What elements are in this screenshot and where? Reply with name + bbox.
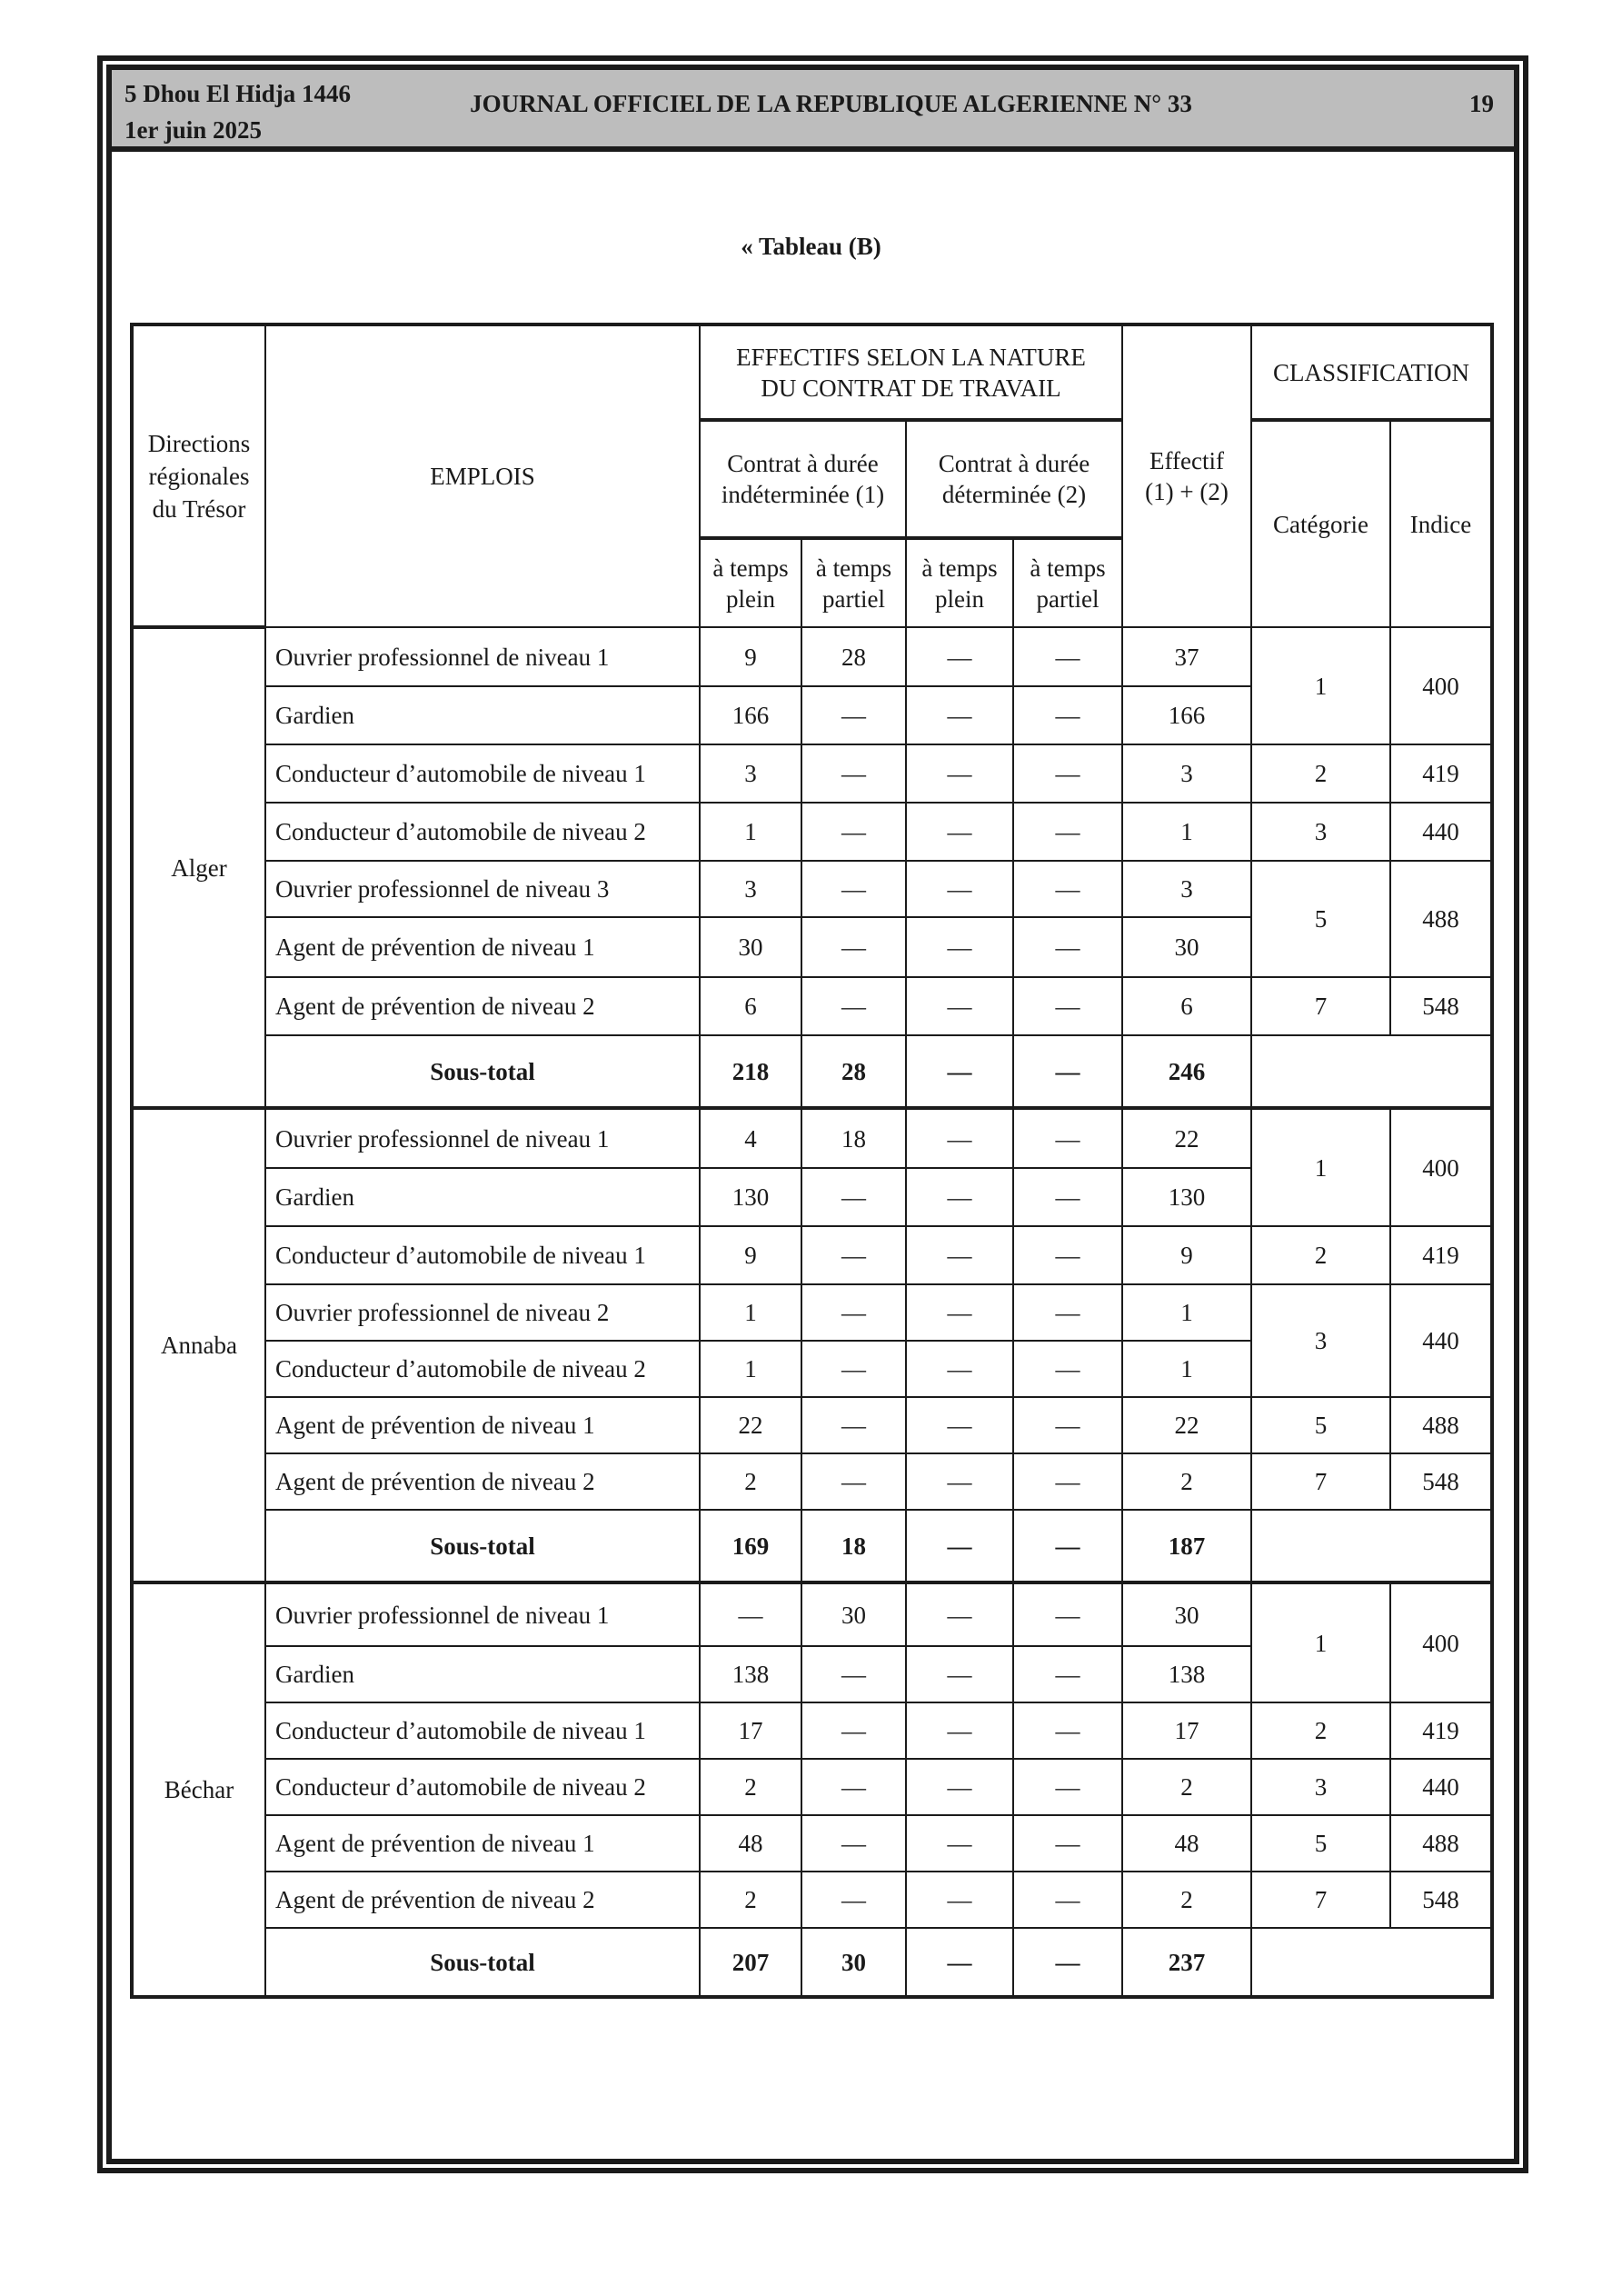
emploi: Ouvrier professionnel de niveau 3 <box>265 861 700 917</box>
emploi: Agent de prévention de niveau 1 <box>265 1815 700 1872</box>
emploi: Ouvrier professionnel de niveau 2 <box>265 1284 700 1341</box>
categorie: 3 <box>1251 803 1390 861</box>
cdd-plein: — <box>906 1582 1013 1646</box>
cdi-plein: 30 <box>700 917 801 977</box>
effectif: 6 <box>1122 977 1251 1035</box>
categorie: 5 <box>1251 1815 1390 1872</box>
effectif: 37 <box>1122 627 1251 686</box>
cdd-plein: — <box>906 1872 1013 1928</box>
cdi-plein: 9 <box>700 1226 801 1284</box>
cdd-plein: — <box>906 917 1013 977</box>
col-header-indice: Indice <box>1390 420 1492 627</box>
effectif: 1 <box>1122 1341 1251 1397</box>
cdi-plein: 22 <box>700 1397 801 1453</box>
cdi-partiel: — <box>801 1397 906 1453</box>
indice: 440 <box>1390 1284 1492 1397</box>
table-row <box>132 1226 1492 1284</box>
categorie: 1 <box>1251 627 1390 744</box>
effectif: 48 <box>1122 1815 1251 1872</box>
cdd-plein: — <box>906 861 1013 917</box>
cdd-partiel: — <box>1013 1582 1122 1646</box>
table-row <box>132 1582 1492 1646</box>
cdd-plein: — <box>906 803 1013 861</box>
effectif: 166 <box>1122 686 1251 744</box>
subtotal-label: Sous-total <box>265 1035 700 1108</box>
emploi: Gardien <box>265 1646 700 1702</box>
cdd-plein: — <box>906 1226 1013 1284</box>
subtotal-cdd-partiel: — <box>1013 1035 1122 1108</box>
cdd-plein: — <box>906 1341 1013 1397</box>
categorie: 7 <box>1251 977 1390 1035</box>
categorie: 2 <box>1251 1702 1390 1759</box>
col-header-classification: CLASSIFICATION <box>1251 324 1492 420</box>
indice: 548 <box>1390 1453 1492 1510</box>
cdi-plein: 1 <box>700 1341 801 1397</box>
effectif: 1 <box>1122 803 1251 861</box>
categorie: 2 <box>1251 1226 1390 1284</box>
cdd-plein: — <box>906 627 1013 686</box>
cdd-plein: — <box>906 1815 1013 1872</box>
cdi-plein: 130 <box>700 1168 801 1226</box>
journal-header <box>112 70 1514 152</box>
indice: 419 <box>1390 744 1492 803</box>
indice: 419 <box>1390 1702 1492 1759</box>
cdd-plein: — <box>906 1168 1013 1226</box>
cdi-partiel: — <box>801 1341 906 1397</box>
cdd-partiel: — <box>1013 803 1122 861</box>
cdi-plein: 1 <box>700 1284 801 1341</box>
categorie: 1 <box>1251 1582 1390 1702</box>
emploi: Gardien <box>265 686 700 744</box>
emploi: Conducteur d’automobile de niveau 1 <box>265 744 700 803</box>
cdd-plein: — <box>906 744 1013 803</box>
cdi-partiel: — <box>801 1226 906 1284</box>
subtotal-classification-empty <box>1251 1035 1492 1108</box>
cdd-partiel: — <box>1013 1815 1122 1872</box>
cdd-partiel: — <box>1013 627 1122 686</box>
cdd-partiel: — <box>1013 861 1122 917</box>
cdi-partiel: — <box>801 917 906 977</box>
subtotal-classification-empty <box>1251 1928 1492 1997</box>
indice: 400 <box>1390 1582 1492 1702</box>
cdd-plein: — <box>906 1759 1013 1815</box>
staff-table <box>130 323 1494 1999</box>
subtotal-classification-empty <box>1251 1510 1492 1582</box>
subtotal-cdi-plein: 169 <box>700 1510 801 1582</box>
cdi-plein: 2 <box>700 1872 801 1928</box>
col-header-cdd-partiel: à temps partiel <box>1013 538 1122 627</box>
subtotal-effectif: 187 <box>1122 1510 1251 1582</box>
cdi-partiel: 18 <box>801 1108 906 1168</box>
indice: 440 <box>1390 803 1492 861</box>
effectif: 3 <box>1122 744 1251 803</box>
cdd-partiel: — <box>1013 1284 1122 1341</box>
cdd-plein: — <box>906 1397 1013 1453</box>
table-row <box>132 803 1492 861</box>
date-hijri: 5 Dhou El Hidja 1446 <box>124 80 352 107</box>
subtotal-row <box>132 1510 1492 1582</box>
table-row <box>132 1453 1492 1510</box>
categorie: 5 <box>1251 1397 1390 1453</box>
cdi-partiel: — <box>801 1168 906 1226</box>
effectif: 130 <box>1122 1168 1251 1226</box>
cdi-plein: 1 <box>700 803 801 861</box>
emploi: Conducteur d’automobile de niveau 1 <box>265 1226 700 1284</box>
cdi-partiel: — <box>801 861 906 917</box>
cdi-partiel: — <box>801 803 906 861</box>
emploi: Conducteur d’automobile de niveau 2 <box>265 803 700 861</box>
categorie: 7 <box>1251 1872 1390 1928</box>
table-row <box>132 1815 1492 1872</box>
cdi-partiel: — <box>801 1646 906 1702</box>
emploi: Gardien <box>265 1168 700 1226</box>
cdi-partiel: — <box>801 686 906 744</box>
effectif: 9 <box>1122 1226 1251 1284</box>
indice: 400 <box>1390 1108 1492 1226</box>
categorie: 5 <box>1251 861 1390 977</box>
subtotal-cdi-partiel: 30 <box>801 1928 906 1997</box>
table-row <box>132 861 1492 917</box>
subtotal-row <box>132 1928 1492 1997</box>
subtotal-cdi-partiel: 28 <box>801 1035 906 1108</box>
cdi-partiel: — <box>801 744 906 803</box>
subtotal-effectif: 237 <box>1122 1928 1251 1997</box>
effectif: 1 <box>1122 1284 1251 1341</box>
cdd-partiel: — <box>1013 1646 1122 1702</box>
subtotal-cdi-partiel: 18 <box>801 1510 906 1582</box>
cdi-plein: 138 <box>700 1646 801 1702</box>
effectif: 30 <box>1122 1582 1251 1646</box>
cdi-plein: 2 <box>700 1759 801 1815</box>
emploi: Agent de prévention de niveau 1 <box>265 917 700 977</box>
table-row <box>132 1872 1492 1928</box>
cdd-plein: — <box>906 977 1013 1035</box>
cdd-plein: — <box>906 1108 1013 1168</box>
cdd-plein: — <box>906 1284 1013 1341</box>
cdd-partiel: — <box>1013 1108 1122 1168</box>
subtotal-cdi-plein: 218 <box>700 1035 801 1108</box>
journal-title: JOURNAL OFFICIEL DE LA REPUBLIQUE ALGERIENNE N° 33 <box>470 90 1192 117</box>
cdi-plein: 4 <box>700 1108 801 1168</box>
indice: 419 <box>1390 1226 1492 1284</box>
table-row <box>132 627 1492 686</box>
effectif: 3 <box>1122 861 1251 917</box>
indice: 488 <box>1390 1815 1492 1872</box>
subtotal-cdd-partiel: — <box>1013 1510 1122 1582</box>
cdd-plein: — <box>906 1453 1013 1510</box>
cdd-plein: — <box>906 1702 1013 1759</box>
indice: 440 <box>1390 1759 1492 1815</box>
cdi-partiel: — <box>801 1702 906 1759</box>
effectif: 17 <box>1122 1702 1251 1759</box>
cdi-partiel: — <box>801 1815 906 1872</box>
cdi-plein: 3 <box>700 744 801 803</box>
effectif: 138 <box>1122 1646 1251 1702</box>
cdd-partiel: — <box>1013 1702 1122 1759</box>
cdi-plein: 48 <box>700 1815 801 1872</box>
region-name: Alger <box>132 627 265 1108</box>
cdi-partiel: — <box>801 1453 906 1510</box>
col-header-effectifs: EFFECTIFS SELON LA NATURE DU CONTRAT DE TRAVAIL <box>700 324 1122 420</box>
cdd-partiel: — <box>1013 686 1122 744</box>
subtotal-cdd-plein: — <box>906 1510 1013 1582</box>
table-row <box>132 1108 1492 1168</box>
categorie: 2 <box>1251 744 1390 803</box>
col-header-categorie: Catégorie <box>1251 420 1390 627</box>
categorie: 3 <box>1251 1759 1390 1815</box>
effectif: 2 <box>1122 1453 1251 1510</box>
subtotal-effectif: 246 <box>1122 1035 1251 1108</box>
effectif: 2 <box>1122 1872 1251 1928</box>
cdd-partiel: — <box>1013 1397 1122 1453</box>
emploi: Agent de prévention de niveau 2 <box>265 977 700 1035</box>
cdi-partiel: 30 <box>801 1582 906 1646</box>
col-header-cdd-plein: à temps plein <box>906 538 1013 627</box>
cdi-plein: — <box>700 1582 801 1646</box>
cdi-plein: 17 <box>700 1702 801 1759</box>
cdd-partiel: — <box>1013 1453 1122 1510</box>
emploi: Agent de prévention de niveau 1 <box>265 1397 700 1453</box>
emploi: Ouvrier professionnel de niveau 1 <box>265 1582 700 1646</box>
table-row <box>132 1702 1492 1759</box>
subtotal-label: Sous-total <box>265 1510 700 1582</box>
cdd-partiel: — <box>1013 977 1122 1035</box>
col-header-cdd: Contrat à durée déterminée (2) <box>906 420 1122 538</box>
cdd-partiel: — <box>1013 1872 1122 1928</box>
table-title: « Tableau (B) <box>741 233 881 260</box>
cdd-plein: — <box>906 686 1013 744</box>
col-header-effectif-total: Effectif (1) + (2) <box>1122 324 1251 627</box>
cdi-plein: 3 <box>700 861 801 917</box>
cdd-partiel: — <box>1013 1759 1122 1815</box>
cdi-plein: 6 <box>700 977 801 1035</box>
subtotal-cdi-plein: 207 <box>700 1928 801 1997</box>
cdi-plein: 2 <box>700 1453 801 1510</box>
cdi-partiel: — <box>801 1284 906 1341</box>
cdi-partiel: — <box>801 1759 906 1815</box>
col-header-directions: Directions régionales du Trésor <box>132 324 265 627</box>
categorie: 7 <box>1251 1453 1390 1510</box>
cdi-plein: 166 <box>700 686 801 744</box>
indice: 488 <box>1390 1397 1492 1453</box>
table-row <box>132 744 1492 803</box>
subtotal-row <box>132 1035 1492 1108</box>
cdd-partiel: — <box>1013 1168 1122 1226</box>
indice: 488 <box>1390 861 1492 977</box>
cdd-plein: — <box>906 1646 1013 1702</box>
emploi: Agent de prévention de niveau 2 <box>265 1453 700 1510</box>
emploi: Ouvrier professionnel de niveau 1 <box>265 627 700 686</box>
categorie: 3 <box>1251 1284 1390 1397</box>
emploi: Conducteur d’automobile de niveau 1 <box>265 1702 700 1759</box>
effectif: 22 <box>1122 1108 1251 1168</box>
region-name: Annaba <box>132 1108 265 1582</box>
categorie: 1 <box>1251 1108 1390 1226</box>
cdd-partiel: — <box>1013 744 1122 803</box>
page-number: 19 <box>1469 90 1494 117</box>
effectif: 22 <box>1122 1397 1251 1453</box>
emploi: Ouvrier professionnel de niveau 1 <box>265 1108 700 1168</box>
col-header-emplois: EMPLOIS <box>265 324 700 627</box>
col-header-cdi-partiel: à temps partiel <box>801 538 906 627</box>
effectif: 30 <box>1122 917 1251 977</box>
col-header-cdi: Contrat à durée indéterminée (1) <box>700 420 906 538</box>
cdd-partiel: — <box>1013 917 1122 977</box>
emploi: Conducteur d’automobile de niveau 2 <box>265 1341 700 1397</box>
subtotal-cdd-partiel: — <box>1013 1928 1122 1997</box>
cdd-partiel: — <box>1013 1226 1122 1284</box>
col-header-cdi-plein: à temps plein <box>700 538 801 627</box>
cdd-partiel: — <box>1013 1341 1122 1397</box>
cdi-partiel: 28 <box>801 627 906 686</box>
table-row <box>132 977 1492 1035</box>
effectif: 2 <box>1122 1759 1251 1815</box>
indice: 548 <box>1390 977 1492 1035</box>
table-row <box>132 1759 1492 1815</box>
region-name: Béchar <box>132 1582 265 1997</box>
subtotal-label: Sous-total <box>265 1928 700 1997</box>
subtotal-cdd-plein: — <box>906 1035 1013 1108</box>
table-row <box>132 1284 1492 1341</box>
cdi-plein: 9 <box>700 627 801 686</box>
emploi: Conducteur d’automobile de niveau 2 <box>265 1759 700 1815</box>
emploi: Agent de prévention de niveau 2 <box>265 1872 700 1928</box>
cdi-partiel: — <box>801 1872 906 1928</box>
table-row <box>132 1397 1492 1453</box>
indice: 400 <box>1390 627 1492 744</box>
subtotal-cdd-plein: — <box>906 1928 1013 1997</box>
cdi-partiel: — <box>801 977 906 1035</box>
indice: 548 <box>1390 1872 1492 1928</box>
date-gregorian: 1er juin 2025 <box>124 116 263 144</box>
